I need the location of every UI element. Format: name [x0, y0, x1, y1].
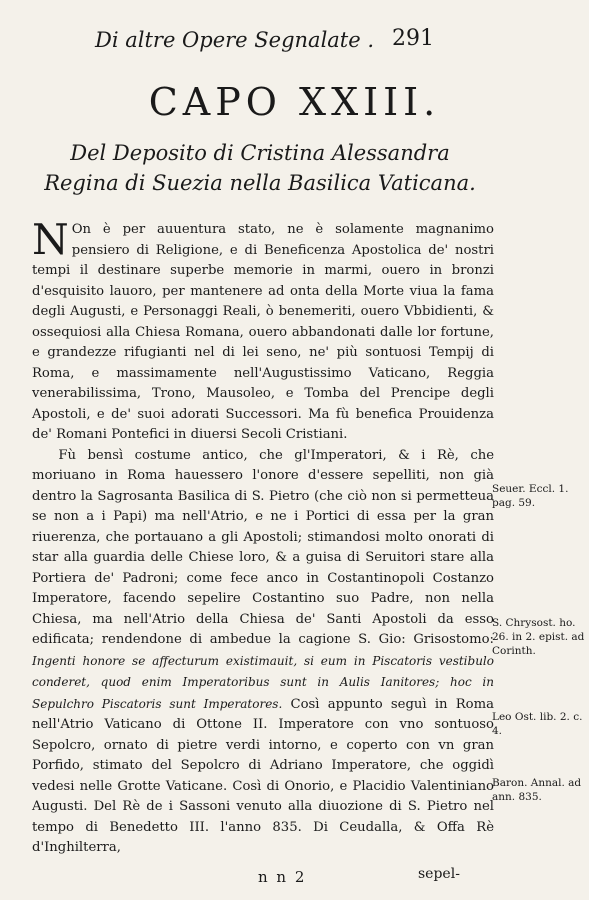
margin-note: Leo Ost. lib. 2. c. 4.	[492, 711, 583, 737]
drop-cap: N	[32, 215, 69, 264]
paragraph-2	[32, 446, 494, 859]
margin-note: S. Chrysost. ho. 26. in 2. epist. ad Corinth.	[492, 617, 585, 657]
margin-note: Seuer. Eccl. 1. pag. 59.	[492, 483, 569, 509]
paragraph-2-text-a: Fù bensì costume antico, che gl'Imperatori, & i Rè, che moriuano in Roma hauessero l'onore d'essere sepelliti, non già dentro la Sagrosanta Basilica di S. Pietro (che ciò non si permetteua se non a i Papi) ma nell'Atrio, e ne i Portici di essa per la gran riuerenza, che portauano a gli Apostoli; stimandosi molto onorati di star alla guardia delle Chiese loro, & a guisa di Seruitori stare alla Portiera de' Padroni; come fece anco in Costantinopoli Costanzo Imperatore, facendo sepelire Costantino suo Padre, non nella Chiesa, ma nell'Atrio della Chiesa de' Santi Apostoli da esso edificata; rendendone di ambedue la cagione S. Gio: Grisostomo:	[32, 447, 494, 647]
chapter-subtitle: Del Deposito di Cristina Alessandra Regina di Suezia nella Basilica Vaticana.	[44, 141, 476, 195]
latin-quote: Ingenti honore se affecturum existimauit, si eum in Piscatoris vestibulo conderet, quod enim Imperatoribus sunt in Aulis Ianitores; hoc in Sepulchro Piscatoris sunt Imperatores.	[32, 653, 494, 711]
chapter-title: CAPO XXIII.	[148, 80, 441, 124]
paragraph-2-text-b: Così appunto seguì in Roma nell'Atrio Vaticano di Ottone II. Imperatore con vno sontuoso Sepolcro, ornato di pietre verdi intorno, e coperto con vn gran Porfido, stimato del Sepolcro di Adriano Imperatore, che oggidì vedesi nelle Grotte Vaticane. Così di Onorio, e Placidio Valentiniano Augusti. Del Rè de i Sassoni venuto alla diuozione di S. Pietro nel tempo di Benedetto III. l'anno 835. Di Ceudalla, & Offa Rè d'Inghilterra,	[32, 696, 494, 855]
page-number: 291	[392, 26, 434, 51]
signature-mark: n n 2	[258, 868, 307, 886]
paragraph-1-text: On è per auuentura stato, ne è solamente magnanimo pensiero di Religione, e di Beneficenza Apostolica de' nostri tempi il destinare superbe memorie in marmi, ouero in bronzi d'esquisito lauoro, per mantenere ad onta della Morte viua la fama degli Augusti, e Personaggi Reali, ò benemeriti, ouero Vbbidienti, & ossequiosi alla Chiesa Romana, ouero abbandonati dalle lor fortune, e grandezze rifugianti nel di lei seno, ne' più sontuosi Tempij di Roma, e massimamente nell'Augustissimo Vaticano, Reggia venerabilissima, Trono, Mausoleo, e Tomba del Prencipe degli Apostoli, e de' suoi adorati Successori. Ma fù benefica Prouidenza de' Romani Pontefici in diuersi Secoli Cristiani.	[32, 222, 494, 442]
running-head: Di altre Opere Segnalate .	[95, 28, 375, 52]
margin-note: Baron. Annal. ad ann. 835.	[492, 777, 582, 803]
catchword: sepel-	[418, 866, 460, 882]
paragraph-1	[32, 215, 494, 446]
body-text	[32, 215, 494, 859]
